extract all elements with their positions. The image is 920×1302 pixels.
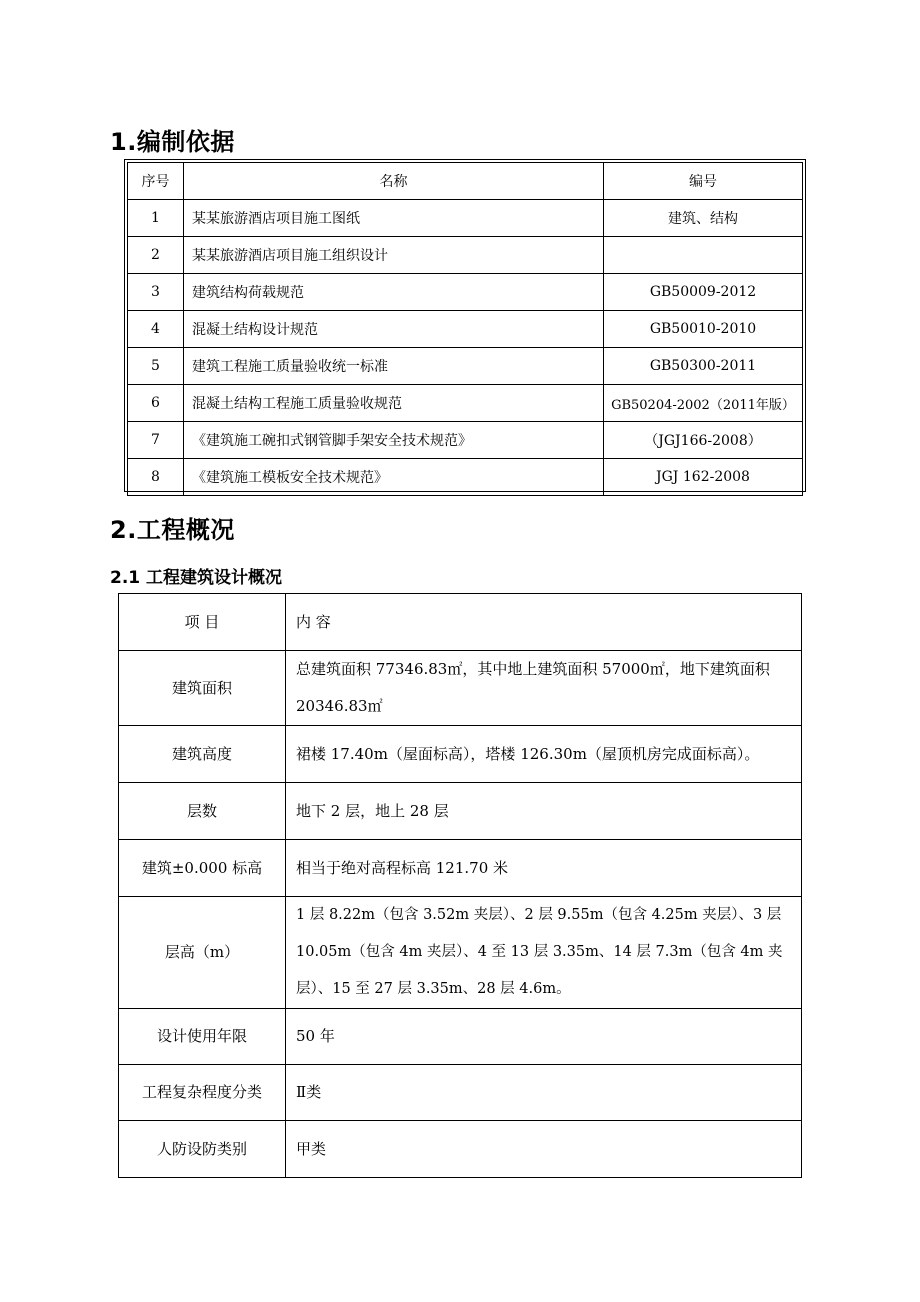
row-no: 6 (128, 385, 184, 422)
row-item: 设计使用年限 (119, 1009, 286, 1065)
row-content: 总建筑面积 77346.83㎡，其中地上建筑面积 57000㎡，地下建筑面积 20346.83㎡ (286, 651, 802, 726)
row-content: 裙楼 17.40m（屋面标高），塔楼 126.30m（屋顶机房完成面标高）。 (286, 726, 802, 783)
table-row (128, 237, 803, 274)
row-name: 《建筑施工碗扣式钢管脚手架安全技术规范》 (184, 422, 604, 459)
table-row (119, 783, 802, 840)
row-code: 建筑、结构 (604, 200, 803, 237)
row-name: 混凝土结构工程施工质量验收规范 (184, 385, 604, 422)
table-row (128, 311, 803, 348)
table-row (128, 200, 803, 237)
row-name: 某某旅游酒店项目施工组织设计 (184, 237, 604, 274)
table-row (119, 651, 802, 726)
design-overview-table (118, 593, 802, 1178)
row-no: 3 (128, 274, 184, 311)
row-content: 相当于绝对高程标高 121.70 米 (286, 840, 802, 897)
table-header-row (119, 594, 802, 651)
header-name: 名称 (184, 163, 604, 200)
table-header-row (128, 163, 803, 200)
row-item: 工程复杂程度分类 (119, 1065, 286, 1121)
header-no: 序号 (128, 163, 184, 200)
table-row (128, 459, 803, 496)
row-content: 1 层 8.22m（包含 3.52m 夹层）、2 层 9.55m（包含 4.25m 夹层）、3 层 10.05m（包含 4m 夹层）、4 至 13 层 3.35m、14 层 7.3m（包含 4m 夹层）、15 至 27 层 3.35m、28 层 4.6m。 (286, 897, 802, 1009)
row-code: JGJ 162-2008 (604, 459, 803, 496)
row-content: 地下 2 层，地上 28 层 (286, 783, 802, 840)
table-row (128, 422, 803, 459)
row-item: 建筑面积 (119, 651, 286, 726)
row-name: 混凝土结构设计规范 (184, 311, 604, 348)
row-no: 4 (128, 311, 184, 348)
row-item: 建筑高度 (119, 726, 286, 783)
row-no: 1 (128, 200, 184, 237)
table-row (128, 348, 803, 385)
row-code: GB50204-2002（2011年版） (604, 385, 803, 422)
header-item: 项 目 (119, 594, 286, 651)
table-row (119, 897, 802, 1009)
row-name: 建筑工程施工质量验收统一标准 (184, 348, 604, 385)
table-row (119, 840, 802, 897)
row-item: 人防设防类别 (119, 1121, 286, 1178)
section2-1-subtitle: 2.1 工程建筑设计概况 (110, 568, 283, 588)
row-code: GB50010-2010 (604, 311, 803, 348)
row-item: 建筑±0.000 标高 (119, 840, 286, 897)
header-code: 编号 (604, 163, 803, 200)
basis-table (127, 162, 803, 496)
table-row (128, 274, 803, 311)
table-row (119, 1009, 802, 1065)
row-code: GB50009-2012 (604, 274, 803, 311)
row-name: 《建筑施工模板安全技术规范》 (184, 459, 604, 496)
table-row (119, 1065, 802, 1121)
header-content: 内 容 (286, 594, 802, 651)
row-content: 甲类 (286, 1121, 802, 1178)
row-no: 5 (128, 348, 184, 385)
row-no: 2 (128, 237, 184, 274)
row-name: 某某旅游酒店项目施工图纸 (184, 200, 604, 237)
table-row (119, 726, 802, 783)
row-name: 建筑结构荷载规范 (184, 274, 604, 311)
row-code: （JGJ166-2008） (604, 422, 803, 459)
row-code (604, 237, 803, 274)
table-row (119, 1121, 802, 1178)
row-no: 7 (128, 422, 184, 459)
section2-title: 2.工程概况 (110, 516, 235, 544)
basis-table-frame (124, 159, 806, 492)
section1-title: 1.编制依据 (110, 128, 235, 156)
row-content: 50 年 (286, 1009, 802, 1065)
row-content: Ⅱ类 (286, 1065, 802, 1121)
row-item: 层数 (119, 783, 286, 840)
table-row (128, 385, 803, 422)
row-no: 8 (128, 459, 184, 496)
row-item: 层高（m） (119, 897, 286, 1009)
row-code: GB50300-2011 (604, 348, 803, 385)
